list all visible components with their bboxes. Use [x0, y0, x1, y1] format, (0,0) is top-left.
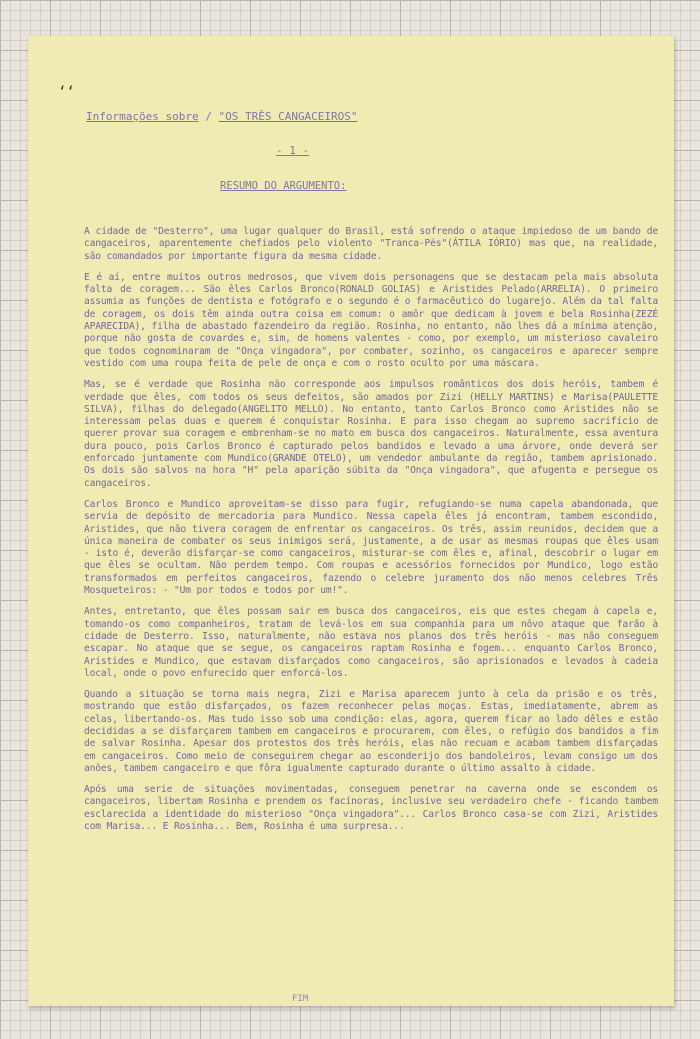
paragraph: E é aí, entre muitos outros medrosos, que vivem dois personagens que se destacam pela mais absoluta falta de coragem... São êles Carlos Bronco(RONALD GOLIAS) e Aristides Pelado(ARRELIA). O primeiro assumia as funções de dentista e fotógrafo e o segundo é o farmacêutico do lugarejo. Além da tal falta de coragem, os dois têm ainda outra coisa em comum: o amôr que dedicam à jovem e bela Rosinha(ZEZÉ APARECIDA), filha de abastado fazendeiro da região. Rosinha, no entanto, não lhes dá a mínima atenção, porque não gosta de covardes e, sim, de homens valentes - como, por exemplo, um misterioso cavaleiro que todos cognominaram de "Onça vingadora", por combater, sozinho, os cangaceiros e aparecer sempre vestido com uma roupa feita de pele de onça e com o rosto oculto por uma máscara. [84, 271, 658, 369]
paragraph: A cidade de "Desterro", uma lugar qualquer do Brasil, está sofrendo o ataque impiedoso de um bando de cangaceiros, aparentemente chefiados pelo violento "Tranca-Pés"(ÁTILA IÓRIO) mas que, na realidade, são comandados por importante figura da mesma cidade. [84, 226, 658, 262]
document-page [28, 36, 674, 1006]
pencil-mark: ʻʻ [58, 84, 75, 100]
header-label: Informações sobre [86, 110, 199, 123]
paragraph: Após uma serie de situações movimentadas, conseguem penetrar na caverna onde se escondem os cangaceiros, libertam Rosinha e prendem os facínoras, inclusive seu verdadeiro chefe - ficando tambem esclarecida a identidade do misterioso "Onça vingadora"... Carlos Bronco casa-se com Zizi, Aristides com Marisa... E Rosinha... Bem, Rosinha é uma surpresa... [84, 784, 658, 833]
section-title: RESUMO DO ARGUMENTO: [220, 180, 347, 192]
document-header [86, 110, 358, 123]
document-footer: FIM [292, 994, 309, 1004]
page-number: - 1 - [276, 144, 310, 157]
header-separator: / [198, 110, 219, 123]
paragraph: Antes, entretanto, que êles possam sair em busca dos cangaceiros, eis que estes chegam à capela e, tomando-os como companheiros, tratam de levá-los em sua companhia para um nôvo ataque que farão à cidade de Desterro. Isso, naturalmente, não estava nos planos dos três heróis - mas não conseguem escapar. No ataque que se segue, os cangaceiros raptam Rosinha e fogem... enquanto Carlos Bronco, Aristides e Mundico, que estavam disfarçados como cangaceiros, são aprisionados e levados à cadeia local, onde o povo enfurecido quer enforcá-los. [84, 606, 658, 679]
paragraph: Carlos Bronco e Mundico aproveitam-se disso para fugir, refugiando-se numa capela abandonada, que servia de depósito de mercadoria para Mundico. Nessa capela êles já encontram, tambem escondido, Aristides, que não tivera coragem de enfrentar os cangaceiros. Os três, assim reunidos, decidem que a única maneira de combater os seus inimigos será, justamente, a de usar as mesmas roupas que êles usam - isto é, deverão disfarçar-se como cangaceiros, misturar-se com êles e, afinal, descobrir o lugar em que êles se ocultam. Não perdem tempo. Com roupas e acessórios fornecidos por Mundico, logo estão transformados em perfeitos cangaceiros, fazendo o celebre juramento dos não menos celebres Três Mosqueteiros: - "Um por todos e todos por um!". [84, 498, 658, 597]
header-title: "OS TRÊS CANGACEIROS" [218, 110, 358, 123]
document-body [84, 226, 658, 835]
paragraph: Mas, se é verdade que Rosinha não corresponde aos impulsos românticos dos dois heróis, tambem é verdade que êles, com todos os seus defeitos, são amados por Zizi (HELLY MARTINS) e Marisa(PAULETTE SILVA), filhas do delegado(ANGELITO MELLO). No entanto, tanto Carlos Bronco como Aristides não se interessam pelas duas e querem é conquistar Rosinha. E para isso chegam ao supremo sacrifício de querer provar sua coragem e embrenham-se no mato em busca dos cangaceiros. Naturalmente, essa aventura dura pouco, pois Carlos Bronco é capturado pelos bandidos e levado a uma árvore, onde deverá ser enforcado juntamente com Mundico(GRANDE OTELO), um vendedor ambulante da região, tambem aprisionado. Os dois são salvos na hora "H" pela aparição súbita da "Onça vingadora", que afugenta e persegue os cangaceiros. [84, 379, 658, 489]
paragraph: Quando a situação se torna mais negra, Zizi e Marisa aparecem junto à cela da prisão e os três, mostrando que estão disfarçados, os fazem reconhecer pelas moças. Estas, imediatamente, abrem as celas, libertando-os. Mas tudo isso sob uma condição: elas, agora, querem ficar ao lado dêles e estão decididas a se disfarçarem tambem em cangaceiros e procurarem, com êles, o refúgio dos bandidos a fim de salvar Rosinha. Apesar dos protestos dos três heróis, elas não recuam e acabam tambem disfarçadas em cangaceiros. Como meio de conseguirem chegar ao esconderijo dos bandoleiros, levam consigo um dos anões, tambem cangaceiro e que fôra igualmente capturado durante o último assalto à cidade. [84, 689, 658, 774]
